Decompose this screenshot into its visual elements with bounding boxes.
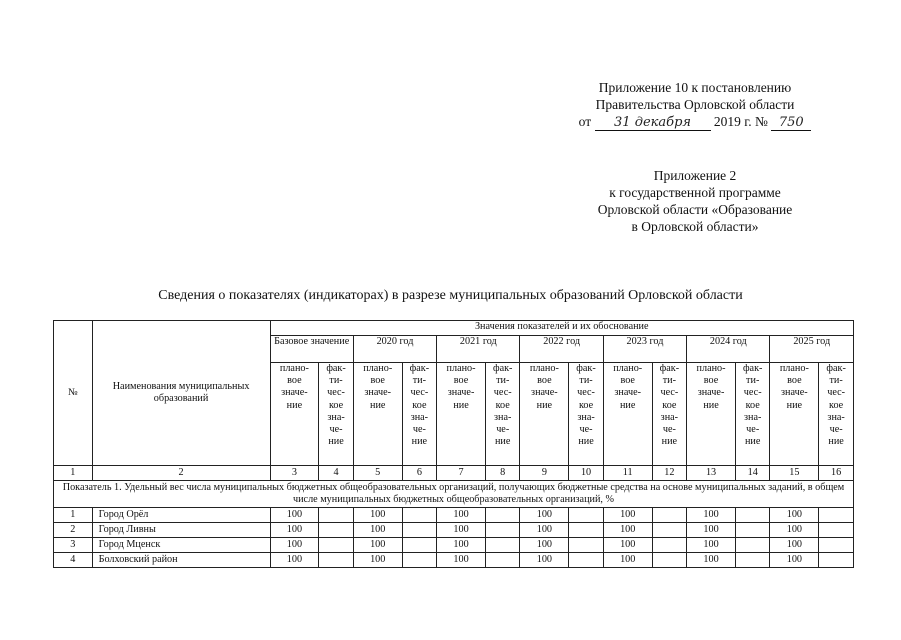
actual-value-cell	[819, 508, 854, 523]
column-number: 9	[520, 466, 569, 481]
planned-value-cell: 100	[520, 553, 569, 568]
actual-value-cell	[569, 508, 604, 523]
column-number: 10	[569, 466, 604, 481]
table-row	[54, 508, 854, 523]
actual-value-cell	[735, 553, 770, 568]
actual-value-cell	[569, 523, 604, 538]
actual-value-cell	[485, 538, 520, 553]
municipality-name: Город Ливны	[92, 523, 270, 538]
appendix-10-line2: Правительства Орловской области	[595, 97, 795, 112]
year-text: 2019 г. №	[713, 114, 768, 129]
actual-value-cell	[402, 553, 437, 568]
group-header-values: Значения показателей и их обоснование	[270, 321, 854, 336]
period-header: 2020 год	[353, 336, 436, 363]
appendix-2-line2: к государственной программе	[609, 185, 781, 200]
period-header: 2022 год	[520, 336, 603, 363]
planned-value-cell: 100	[770, 553, 819, 568]
planned-value-cell: 100	[353, 538, 402, 553]
period-header: 2023 год	[603, 336, 686, 363]
planned-value-cell: 100	[770, 508, 819, 523]
actual-value-cell	[819, 538, 854, 553]
subheader-actual: фак- ти- чес- кое зна- че- ние	[485, 363, 520, 466]
planned-value-cell: 100	[520, 523, 569, 538]
row-number: 1	[54, 508, 93, 523]
indicators-table	[53, 320, 854, 568]
column-number: 12	[652, 466, 687, 481]
planned-value-cell: 100	[687, 553, 736, 568]
planned-value-cell: 100	[520, 508, 569, 523]
actual-value-cell	[569, 538, 604, 553]
table-row	[54, 538, 854, 553]
actual-value-cell	[819, 553, 854, 568]
subheader-actual: фак- ти- чес- кое зна- че- ние	[402, 363, 437, 466]
planned-value-cell: 100	[437, 538, 486, 553]
column-number: 8	[485, 466, 520, 481]
document-title: Сведения о показателях (индикаторах) в разрезе муниципальных образований Орловской области	[158, 288, 743, 303]
period-header: 2025 год	[770, 336, 854, 363]
appendix-10-header	[560, 79, 830, 131]
planned-value-cell: 100	[437, 523, 486, 538]
actual-value-cell	[485, 523, 520, 538]
column-number: 5	[353, 466, 402, 481]
planned-value-cell: 100	[520, 538, 569, 553]
actual-value-cell	[319, 553, 354, 568]
actual-value-cell	[652, 553, 687, 568]
actual-value-cell	[485, 508, 520, 523]
actual-value-cell	[735, 508, 770, 523]
planned-value-cell: 100	[270, 553, 319, 568]
indicator-1-title: Показатель 1. Удельный вес числа муниципальных бюджетных общеобразовательных организаций, получающих бюджетные средства на основе муниципальных заданий, в общем числе муниципальных бюджетных общеобразовательных организаций, %	[54, 481, 854, 508]
subheader-actual: фак- ти- чес- кое зна- че- ние	[819, 363, 854, 466]
column-number: 14	[735, 466, 770, 481]
period-header: 2024 год	[687, 336, 770, 363]
handwritten-date: 31 декабря	[595, 115, 711, 131]
actual-value-cell	[819, 523, 854, 538]
actual-value-cell	[402, 523, 437, 538]
column-number: 13	[687, 466, 736, 481]
column-header-number: №	[54, 321, 93, 466]
actual-value-cell	[735, 538, 770, 553]
column-number: 4	[319, 466, 354, 481]
column-number: 7	[437, 466, 486, 481]
planned-value-cell: 100	[270, 538, 319, 553]
subheader-actual: фак- ти- чес- кое зна- че- ние	[319, 363, 354, 466]
subheader-planned: плано- вое значе- ние	[353, 363, 402, 466]
actual-value-cell	[652, 538, 687, 553]
column-number: 6	[402, 466, 437, 481]
period-header: Базовое значение	[270, 336, 353, 363]
actual-value-cell	[569, 553, 604, 568]
planned-value-cell: 100	[687, 523, 736, 538]
actual-value-cell	[735, 523, 770, 538]
planned-value-cell: 100	[353, 553, 402, 568]
actual-value-cell	[652, 523, 687, 538]
actual-value-cell	[402, 538, 437, 553]
planned-value-cell: 100	[687, 508, 736, 523]
actual-value-cell	[485, 553, 520, 568]
decree-date-line	[560, 113, 830, 131]
column-number: 1	[54, 466, 93, 481]
row-number: 4	[54, 553, 93, 568]
planned-value-cell: 100	[770, 523, 819, 538]
actual-value-cell	[319, 523, 354, 538]
municipality-name: Болховский район	[92, 553, 270, 568]
planned-value-cell: 100	[603, 553, 652, 568]
municipality-name: Город Мценск	[92, 538, 270, 553]
subheader-planned: плано- вое значе- ние	[687, 363, 736, 466]
row-number: 3	[54, 538, 93, 553]
subheader-planned: плано- вое значе- ние	[770, 363, 819, 466]
planned-value-cell: 100	[687, 538, 736, 553]
appendix-2-line3: Орловской области «Образование	[597, 202, 793, 217]
handwritten-number: 750	[771, 115, 811, 131]
planned-value-cell: 100	[603, 538, 652, 553]
actual-value-cell	[319, 508, 354, 523]
column-number: 3	[270, 466, 319, 481]
appendix-2-line4: в Орловской области»	[631, 219, 759, 234]
subheader-actual: фак- ти- чес- кое зна- че- ние	[735, 363, 770, 466]
subheader-actual: фак- ти- чес- кое зна- че- ние	[569, 363, 604, 466]
planned-value-cell: 100	[437, 508, 486, 523]
column-number: 15	[770, 466, 819, 481]
appendix-10-line1: Приложение 10 к постановлению	[598, 80, 792, 95]
column-number: 16	[819, 466, 854, 481]
actual-value-cell	[319, 538, 354, 553]
planned-value-cell: 100	[437, 553, 486, 568]
planned-value-cell: 100	[270, 523, 319, 538]
subheader-planned: плано- вое значе- ние	[520, 363, 569, 466]
planned-value-cell: 100	[603, 508, 652, 523]
period-header: 2021 год	[437, 336, 520, 363]
subheader-actual: фак- ти- чес- кое зна- че- ние	[652, 363, 687, 466]
column-number: 11	[603, 466, 652, 481]
actual-value-cell	[652, 508, 687, 523]
column-header-name: Наименования муниципальных образований	[92, 321, 270, 466]
date-prefix: от	[578, 114, 592, 129]
planned-value-cell: 100	[603, 523, 652, 538]
planned-value-cell: 100	[270, 508, 319, 523]
subheader-planned: плано- вое значе- ние	[270, 363, 319, 466]
table-row	[54, 553, 854, 568]
table-row	[54, 523, 854, 538]
planned-value-cell: 100	[770, 538, 819, 553]
planned-value-cell: 100	[353, 508, 402, 523]
subheader-planned: плано- вое значе- ние	[603, 363, 652, 466]
appendix-2-line1: Приложение 2	[653, 168, 737, 183]
row-number: 2	[54, 523, 93, 538]
municipality-name: Город Орёл	[92, 508, 270, 523]
column-number: 2	[92, 466, 270, 481]
planned-value-cell: 100	[353, 523, 402, 538]
subheader-planned: плано- вое значе- ние	[437, 363, 486, 466]
appendix-2-header	[560, 167, 830, 235]
actual-value-cell	[402, 508, 437, 523]
